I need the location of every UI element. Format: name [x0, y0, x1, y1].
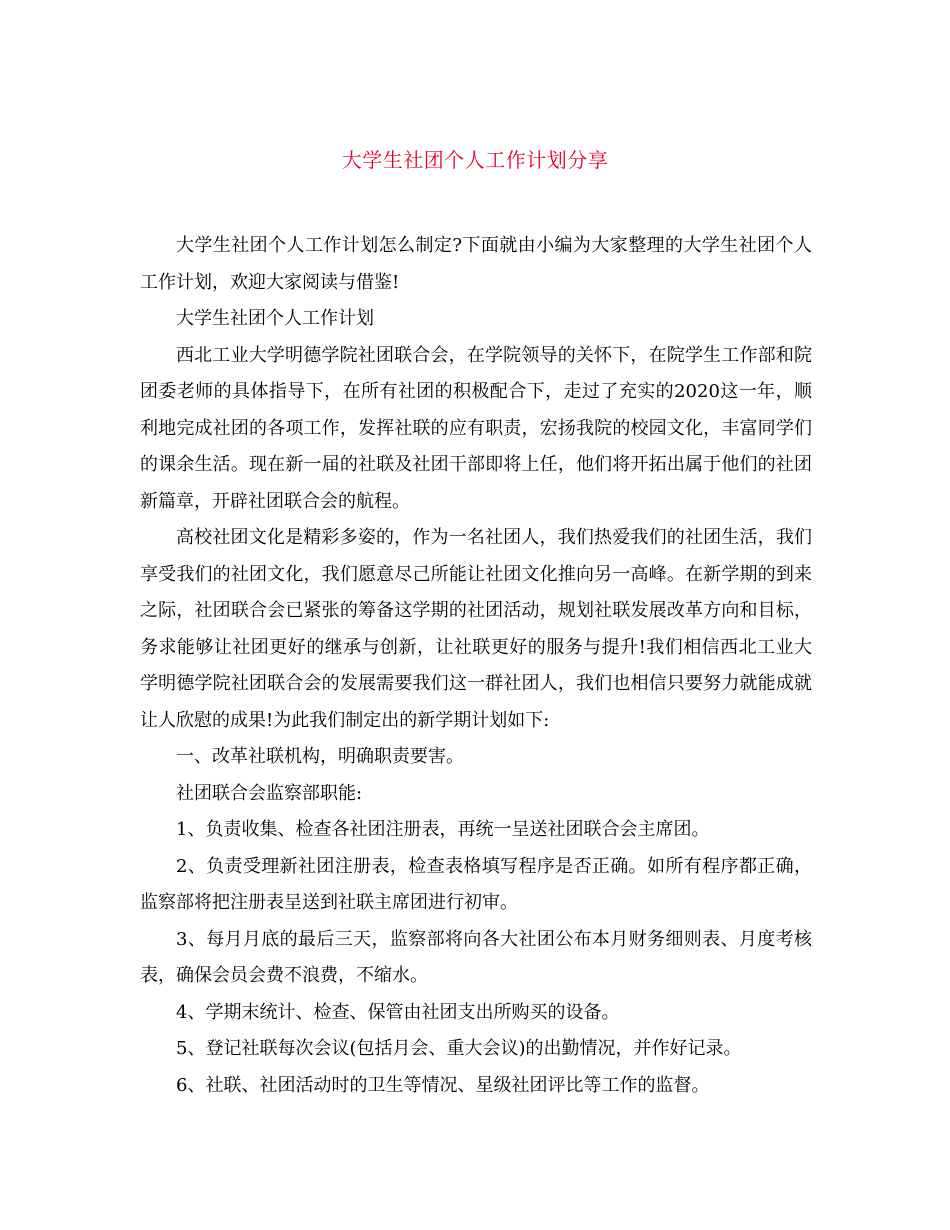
list-item: 6、社联、社团活动时的卫生等情况、星级社团评比等工作的监督。	[176, 1074, 710, 1096]
paragraph-intro: 大学生社团个人工作计划怎么制定?下面就由小编为大家整理的大学生社团个人工作计划，欢迎大家阅读与借鉴!	[140, 235, 812, 293]
list-item: 4、学期末统计、检查、保管由社团支出所购买的设备。	[176, 1001, 620, 1023]
list-item: 5、登记社联每次会议(包括月会、重大会议)的出勤情况，并作好记录。	[176, 1038, 742, 1059]
paragraph-culture: 高校社团文化是精彩多姿的，作为一名社团人，我们热爱我们的社团生活，我们享受我们的社团文化，我们愿意尽己所能让社团文化推向另一高峰。在新学期的到来之际，社团联合会已紧张的筹备这学期的社团活动，规划社联发展改革方向和目标，务求能够让社团更好的继承与创新，让社联更好的服务与提升!我们相信西北工业大学明德学院社团联合会的发展需要我们这一群社团人，我们也相信只要努力就能成就让人欣慰的成果!为此我们制定出的新学期计划如下:	[140, 527, 812, 731]
list-item: 3、每月月底的最后三天，监察部将向各大社团公布本月财务细则表、月度考核表，确保会员会费不浪费，不缩水。	[140, 928, 812, 986]
section-heading-reform: 一、改革社联机构，明确职责要害。	[176, 746, 464, 767]
document-title: 大学生社团个人工作计划分享	[341, 148, 609, 172]
subsection-heading-supervision: 社团联合会监察部职能:	[176, 782, 363, 804]
paragraph-background: 西北工业大学明德学院社团联合会，在学院领导的关怀下，在院学生工作部和院团委老师的具体指导下，在所有社团的积极配合下，走过了充实的2020这一年，顺利地完成社团的各项工作，发挥社联的应有职责，宏扬我院的校园文化，丰富同学们的课余生活。现在新一届的社联及社团干部即将上任，他们将开拓出属于他们的社团新篇章，开辟社团联合会的航程。	[140, 344, 812, 512]
list-item: 2、负责受理新社团注册表，检查表格填写程序是否正确。如所有程序都正确，监察部将把注册表呈送到社联主席团进行初审。	[140, 855, 812, 913]
list-item: 1、负责收集、检查各社团注册表，再统一呈送社团联合会主席团。	[176, 819, 710, 840]
document-body	[140, 228, 812, 1104]
paragraph-subheading: 大学生社团个人工作计划	[176, 308, 374, 329]
